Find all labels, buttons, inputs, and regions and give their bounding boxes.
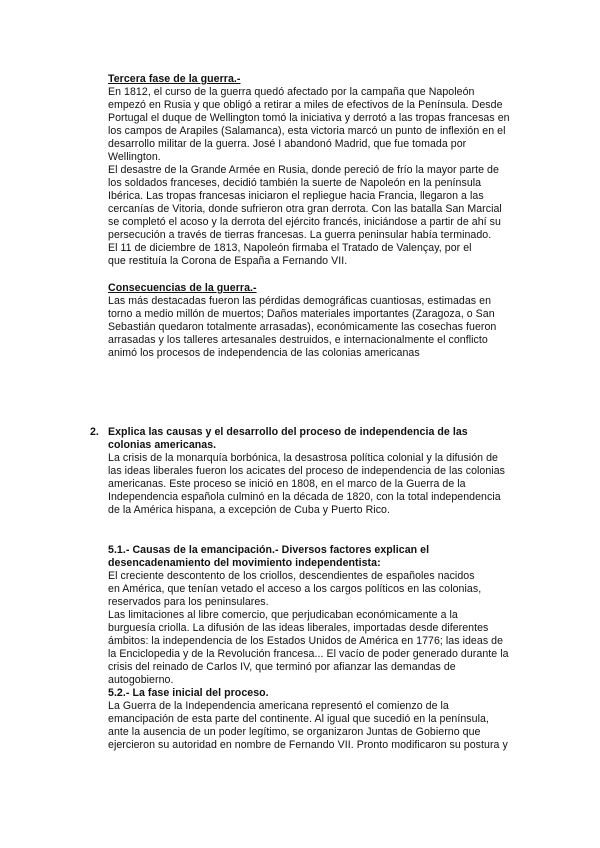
paragraph-line: los campos de Arapiles (Salamanca), esta victoria marcó un punto de inflexión en el	[108, 125, 506, 137]
paragraph-line: El creciente descontento de los criollos, descendientes de españoles nacidos	[108, 570, 475, 582]
paragraph-line: Las más destacadas fueron las pérdidas demográficas cuantiosas, estimadas en	[108, 295, 492, 307]
subsection-title-line: 5.1.- Causas de la emancipación.- Diversos factores explican el	[108, 544, 430, 556]
paragraph-line: cercanías de Vitoria, donde sufrieron otra gran derrota. Con las batalla San Marcial	[108, 203, 502, 215]
subsection-title: 5.2.- La fase inicial del proceso.	[108, 687, 269, 699]
paragraph-line: torno a medio millón de muertos; Daños materiales importantes (Zaragoza, o San	[108, 308, 495, 320]
paragraph-line: reservados para los peninsulares.	[108, 596, 269, 608]
paragraph-line: crisis del reinado de Carlos IV, que terminó por afianzar las demandas de	[108, 661, 456, 673]
paragraph-line: los soldados franceses, decidió también la suerte de Napoleón en la península	[108, 177, 482, 189]
paragraph-line: Sebastián quedaron totalmente arrasadas), económicamente las cosechas fueron	[108, 321, 497, 333]
paragraph-line: autogobierno.	[108, 674, 174, 686]
paragraph-line: El 11 de diciembre de 1813, Napoleón firmaba el Tratado de Valençay, por el	[108, 242, 472, 254]
paragraph-line: ante la ausencia de un poder legítimo, se organizaron Juntas de Gobierno que	[108, 726, 481, 738]
paragraph-line: en América, que tenían vetado el acceso a los cargos políticos en las colonias,	[108, 583, 482, 595]
paragraph-line: ejercieron su autoridad en nombre de Fernando VII. Pronto modificaron su postura y	[108, 739, 508, 751]
paragraph-line: Independencia española culminó en la década de 1820, con la total independencia	[108, 491, 501, 503]
paragraph-line: emancipación de esta parte del continente. Al igual que sucedió en la península,	[108, 713, 489, 725]
section-heading-consecuencias: Consecuencias de la guerra.-	[108, 282, 257, 294]
paragraph-line: de la América hispana, a excepción de Cuba y Puerto Rico.	[108, 504, 390, 516]
paragraph-line: americanas. Este proceso se inició en 1808, en el marco de la Guerra de la	[108, 478, 466, 490]
paragraph-line: ámbitos: la independencia de los Estados Unidos de América en 1776; las ideas de	[108, 635, 504, 647]
paragraph-line: persecución a través de tierras francesas. La guerra peninsular había terminado.	[108, 229, 492, 241]
paragraph-line: El desastre de la Grande Armée en Rusia, donde pereció de frío la mayor parte de	[108, 164, 499, 176]
paragraph-line: que restituía la Corona de España a Fernando VII.	[108, 255, 348, 267]
paragraph-line: burguesía criolla. La difusión de las ideas liberales, importadas desde diferentes	[108, 622, 489, 634]
paragraph-line: empezó en Rusia y que obligó a retirar a miles de efectivos de la Península. Desde	[108, 99, 503, 111]
paragraph-line: animó los procesos de independencia de las colonias americanas	[108, 347, 420, 359]
paragraph-line: La crisis de la monarquía borbónica, la desastrosa política colonial y la difusión de	[108, 452, 498, 464]
paragraph-line: Wellington.	[108, 151, 161, 163]
paragraph-line: la Enciclopedia y de la Revolución francesa... El vacío de poder generado durante la	[108, 648, 509, 660]
subsection-title-line: desencadenamiento del movimiento independentista:	[108, 557, 381, 569]
paragraph-line: Las limitaciones al libre comercio, que perjudicaban económicamente a la	[108, 609, 458, 621]
paragraph-line: se completó el acoso y la derrota del ejército francés, iniciándose a partir de ahí su	[108, 216, 501, 228]
section-heading-tercera-fase: Tercera fase de la guerra.-	[108, 73, 241, 85]
paragraph-line: En 1812, el curso de la guerra quedó afectado por la campaña que Napoleón	[108, 86, 475, 98]
question-title-line: Explica las causas y el desarrollo del proceso de independencia de las	[108, 426, 468, 438]
paragraph-line: las ideas liberales fueron los acicates del proceso de independencia de las colonias	[108, 465, 506, 477]
paragraph-line: desarrollo militar de la guerra. José I abandonó Madrid, que fue tomada por	[108, 138, 467, 150]
paragraph-line: Ibérica. Las tropas francesas iniciaron el repliegue hacia Francia, llegaron a las	[108, 190, 484, 202]
paragraph-line: La Guerra de la Independencia americana representó el comienzo de la	[108, 700, 449, 712]
paragraph-line: arrasadas y los talleres artesanales destruidos, e internacionalmente el conflicto	[108, 334, 488, 346]
paragraph-line: Portugal el duque de Wellington tomó la iniciativa y derrotó a las tropas francesas en	[108, 112, 510, 124]
question-title-line: colonias americanas.	[108, 439, 217, 451]
question-number: 2.	[90, 426, 99, 438]
